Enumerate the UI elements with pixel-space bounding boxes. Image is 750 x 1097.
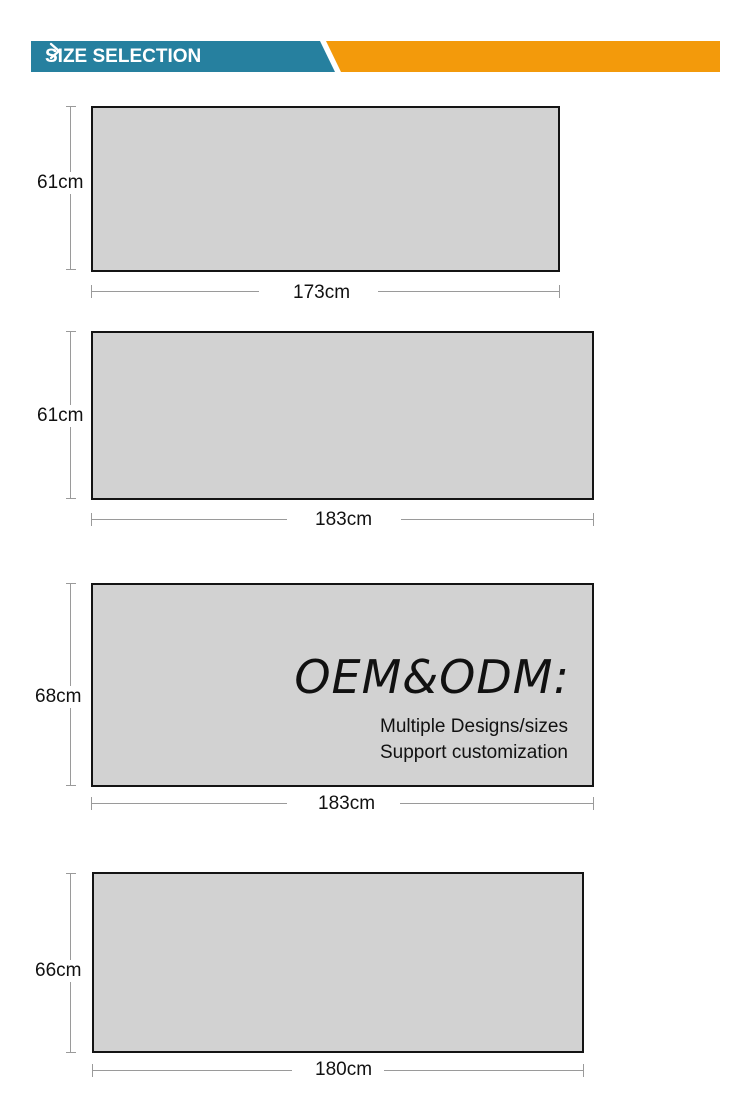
size-2-width-label: 183cm [315,509,373,530]
oem-designs-text: Multiple Designs/sizes [380,716,568,737]
size-1-panel [91,106,560,272]
size-4-height-label: 66cm [35,960,82,981]
section-header-banner [31,41,720,72]
size-4-width-label: 180cm [315,1059,373,1080]
section-title: SIZE SELECTION [45,45,202,67]
size-3-height-label: 68cm [35,686,82,707]
oem-customization-text: Support customization [380,742,568,763]
size-2-height-label: 61cm [37,405,84,426]
size-3-width-label: 183cm [318,793,376,814]
header-content [45,41,201,72]
size-1-height-label: 61cm [37,172,84,193]
chevron-right-icon [45,41,67,61]
height-dimension-line [66,583,76,786]
size-4-panel [92,872,584,1053]
size-1-width-label: 173cm [293,282,351,303]
oem-odm-title: OEM&ODM: [294,650,570,704]
size-3-panel [91,583,594,787]
size-2-panel [91,331,594,500]
